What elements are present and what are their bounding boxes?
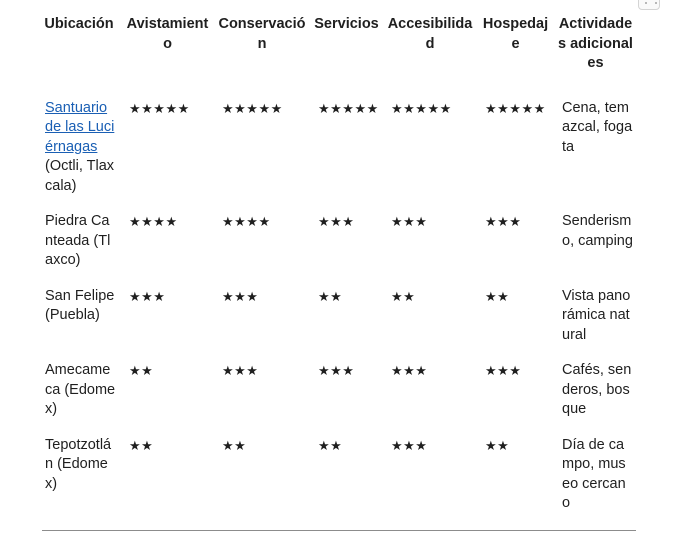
header-accessibility: Accesibilidad [387, 16, 473, 52]
header-sighting: Avistamiento [126, 16, 209, 52]
lodging-rating: ★★ [485, 288, 510, 304]
location-cell [37, 279, 121, 354]
table-row [37, 204, 637, 279]
sighting-rating: ★★★★★ [129, 100, 190, 116]
activities-cell: Senderismo, camping [562, 213, 633, 249]
conservation-rating: ★★★★★ [222, 100, 283, 116]
comparison-table [37, 8, 637, 522]
services-rating: ★★ [318, 288, 343, 304]
activities-cell: Día de campo, museo cercano [562, 436, 626, 511]
location-cell [37, 353, 121, 428]
conservation-rating: ★★★ [222, 288, 259, 304]
location-cell [37, 204, 121, 279]
activities-cell: Vista panorámica natural [562, 287, 631, 343]
header-location: Ubicación [44, 16, 114, 32]
header-services: Servicios [314, 16, 379, 32]
conservation-rating: ★★★ [222, 363, 259, 378]
bottom-divider [42, 530, 636, 531]
activities-cell: Cafés, senderos, bosque [562, 362, 632, 417]
lodging-rating: ★★★ [485, 363, 522, 378]
table-row [37, 279, 637, 354]
accessibility-rating: ★★★★★ [391, 100, 452, 116]
services-rating: ★★★★★ [318, 100, 379, 116]
header-lodging: Hospedaje [482, 16, 549, 52]
location-cell [37, 91, 121, 205]
lodging-rating: ★★★★★ [485, 100, 546, 116]
table-row [37, 428, 637, 522]
services-rating: ★★★ [318, 214, 355, 229]
sighting-rating: ★★ [129, 363, 154, 378]
accessibility-rating: ★★★ [391, 437, 428, 453]
accessibility-rating: ★★ [391, 288, 416, 304]
header-activities: Actividades adicionales [558, 16, 633, 71]
services-rating: ★★ [318, 437, 343, 453]
accessibility-rating: ★★★ [391, 214, 428, 229]
sighting-rating: ★★ [129, 437, 154, 453]
lodging-rating: ★★ [485, 437, 510, 453]
sighting-rating: ★★★ [129, 288, 166, 304]
copy-table-icon[interactable] [638, 0, 660, 10]
activities-cell: Cena, temazcal, fogata [562, 99, 633, 155]
location-link[interactable]: Santuario de las Luciérnagas [45, 99, 115, 155]
accessibility-rating: ★★★ [391, 363, 428, 378]
lodging-rating: ★★★ [485, 214, 522, 229]
table-row [37, 353, 637, 428]
location-text: San Felipe (Puebla) [45, 287, 115, 323]
conservation-rating: ★★ [222, 437, 247, 453]
location-text: Amecameca (Edomex) [45, 362, 116, 417]
services-rating: ★★★ [318, 363, 355, 378]
table-row [37, 91, 637, 205]
table-header-row [37, 8, 637, 91]
location-cell [37, 428, 121, 522]
header-conservation: Conservación [218, 16, 306, 52]
location-text: Piedra Canteada (Tlaxco) [45, 213, 111, 268]
location-text: Tepotzotlán (Edomex) [45, 436, 112, 492]
conservation-rating: ★★★★ [222, 214, 271, 229]
sighting-rating: ★★★★ [129, 214, 178, 229]
location-text: (Octli, Tlaxcala) [45, 158, 115, 194]
